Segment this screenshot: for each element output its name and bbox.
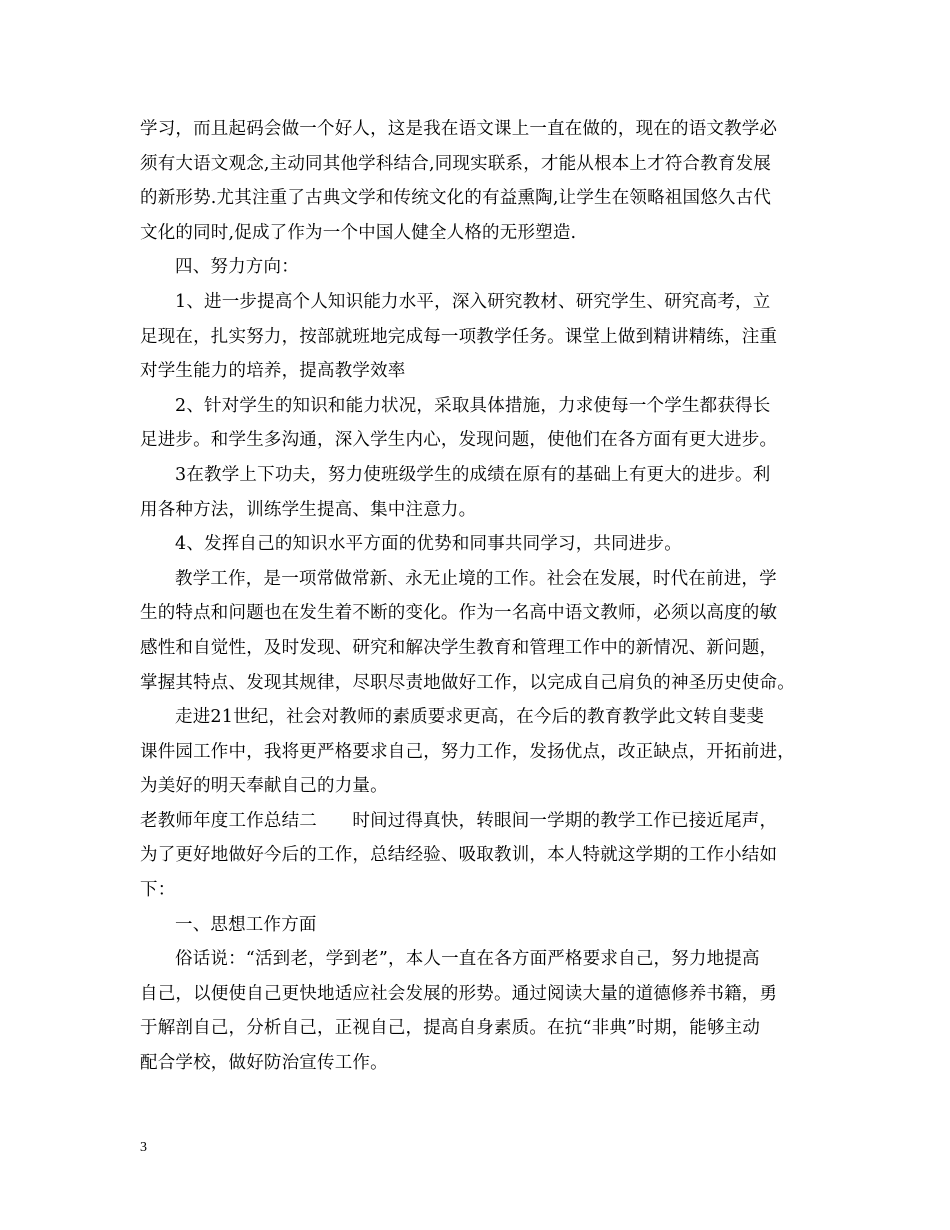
text-line: 4、发挥自己的知识水平方面的优势和同事共同学习，共同进步。 [175, 534, 682, 555]
text-line: 自己，以便使自己更快地适应社会发展的形势。通过阅读大量的道德修养书籍，勇 [140, 983, 778, 1004]
text-line: 学习，而且起码会做一个好人，这是我在语文课上一直在做的，现在的语文教学必 [140, 119, 778, 139]
text-line: 教学工作，是一项常做常新、永无止境的工作。社会在发展，时代在前进，学 [175, 568, 777, 589]
section-title-line: 老教师年度工作总结二 时间过得真快，转眼间一学期的教学工作已接近尾声， [140, 810, 778, 831]
text-line: 3在教学上下功夫，努力使班级学生的成绩在原有的基础上有更大的进步。利 [175, 464, 771, 485]
text-line: 为了更好地做好今后的工作，总结经验、吸取教训，本人特就这学期的工作小结如 [140, 845, 778, 866]
text-line: 足进步。和学生多沟通，深入学生内心，发现问题，使他们在各方面有更大进步。 [140, 430, 778, 451]
text-line: 为美好的明天奉献自己的力量。 [140, 776, 388, 797]
section-heading: 四、努力方向： [175, 257, 299, 278]
text-line: 掌握其特点、发现其规律，尽职尽责地做好工作，以完成自己肩负的神圣历史使命。 [140, 672, 795, 693]
text-line: 于解剖自己，分析自己，正视自己，提高自身素质。在抗“非典”时期，能够主动 [140, 1018, 761, 1039]
text-line: 1、进一步提高个人知识能力水平，深入研究教材、研究学生、研究高考，立 [175, 291, 771, 312]
text-line: 俗话说：“活到老，学到老”，本人一直在各方面严格要求自己，努力地提高 [175, 949, 760, 970]
section-heading: 一、思想工作方面 [175, 914, 317, 935]
text-line: 下： [140, 880, 176, 901]
text-line: 的新形势.尤其注重了古典文学和传统文化的有益熏陶,让学生在领略祖国悠久古代 [140, 188, 772, 209]
text-line: 生的特点和问题也在发生着不断的变化。作为一名高中语文教师，必须以高度的敏 [140, 603, 778, 624]
text-line: 对学生能力的培养，提高教学效率 [140, 361, 406, 382]
text-line: 足现在，扎实努力，按部就班地完成每一项教学任务。课堂上做到精讲精练，注重 [140, 326, 778, 347]
page-number: 3 [140, 1140, 147, 1155]
document-body [140, 112, 825, 1081]
text-line: 配合学校，做好防治宣传工作。 [140, 1053, 388, 1074]
text-line: 文化的同时,促成了作为一个中国人健全人格的无形塑造. [140, 222, 577, 243]
text-line: 感性和自觉性，及时发现、研究和解决学生教育和管理工作中的新情况、新问题， [140, 637, 778, 658]
text-line: 须有大语文观念,主动同其他学科结合,同现实联系，才能从根本上才符合教育发展 [140, 153, 772, 174]
text-line: 课件园工作中，我将更严格要求自己，努力工作，发扬优点，改正缺点，开拓前进， [140, 741, 795, 762]
text-line: 用各种方法，训练学生提高、集中注意力。 [140, 499, 477, 520]
text-line: 走进21世纪，社会对教师的素质要求更高，在今后的教育教学此文转自斐斐 [175, 707, 765, 728]
text-line: 2、针对学生的知识和能力状况，采取具体措施，力求使每一个学生都获得长 [175, 395, 771, 416]
